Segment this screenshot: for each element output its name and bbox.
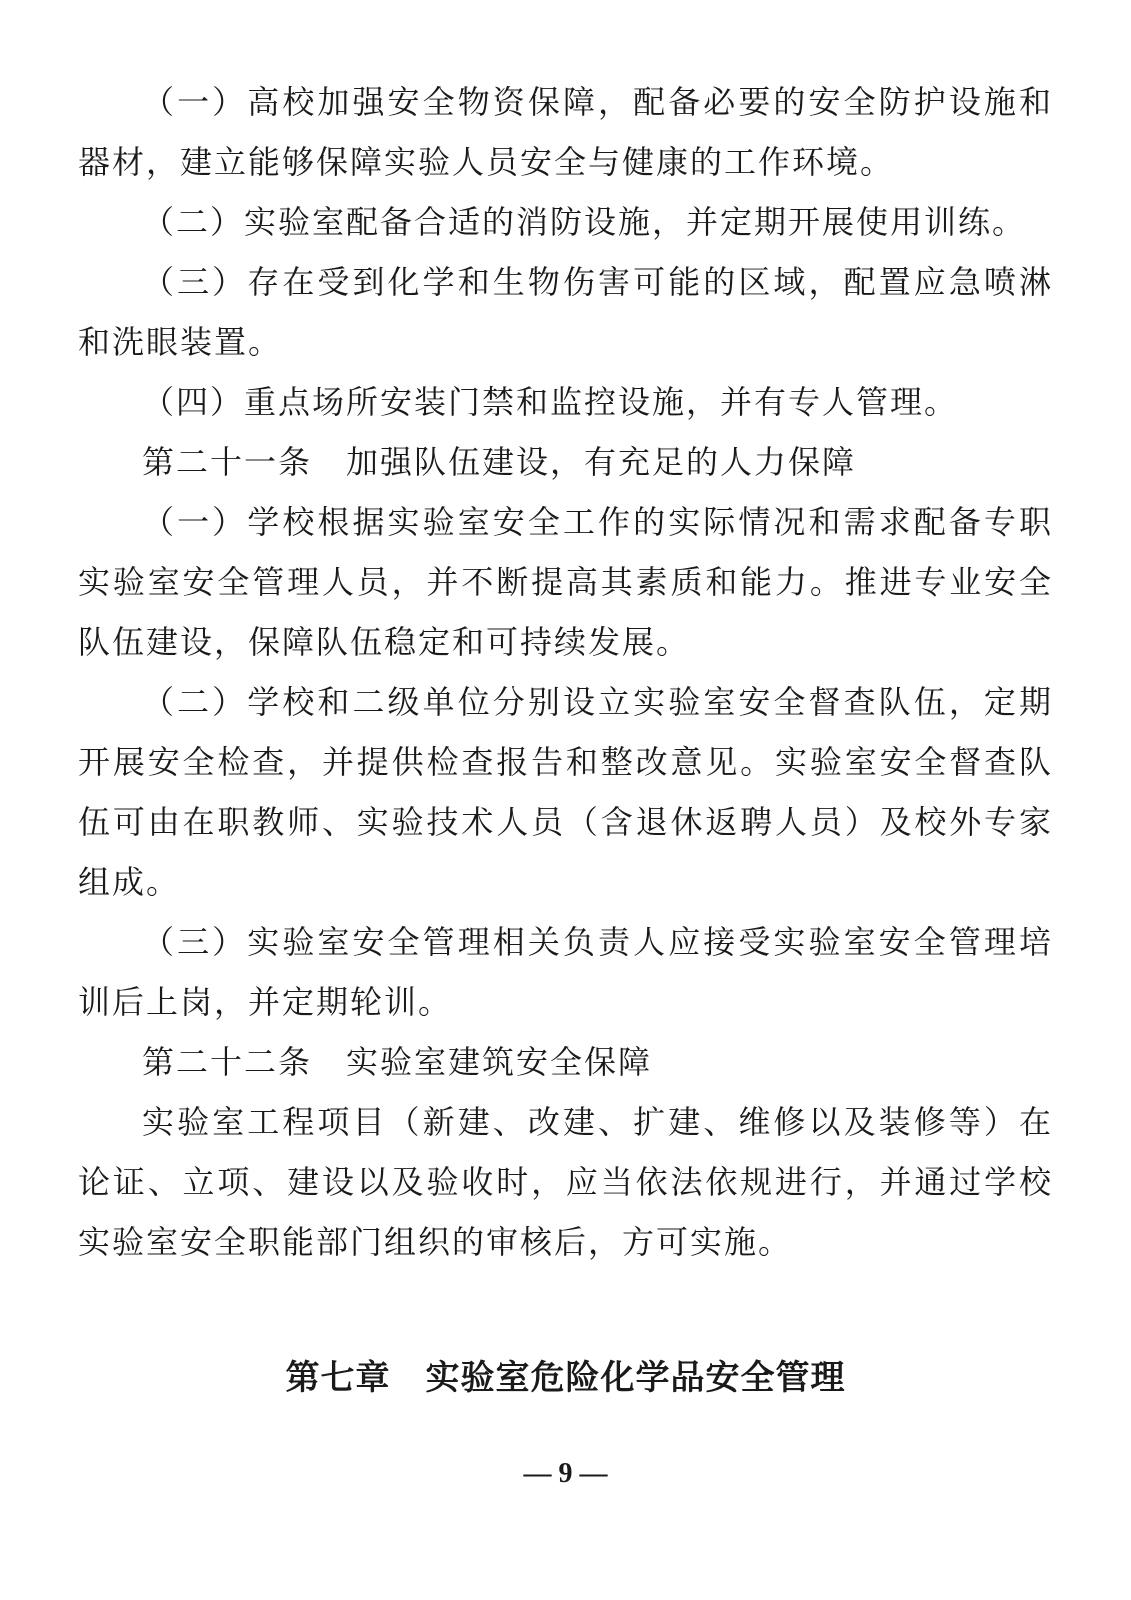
paragraph-6: （二）学校和二级单位分别设立实验室安全督查队伍，定期开展安全检查，并提供检查报告和整改意见。实验室安全督查队伍可由在职教师、实验技术人员（含退休返聘人员）及校外专家组成。 bbox=[78, 683, 1053, 901]
paragraph-7: （三）实验室安全管理相关负责人应接受实验室安全管理培训后上岗，并定期轮训。 bbox=[78, 923, 1053, 1021]
paragraph-2: （二）实验室配备合适的消防设施，并定期开展使用训练。 bbox=[142, 203, 1027, 241]
paragraph-4: （四）重点场所安装门禁和监控设施，并有专人管理。 bbox=[142, 383, 959, 421]
article-22-heading: 第二十二条 实验室建筑安全保障 bbox=[142, 1043, 653, 1081]
body-text bbox=[78, 72, 1053, 1272]
chapter-title: 第七章 实验室危险化学品安全管理 bbox=[285, 1358, 846, 1398]
paragraph-8: 实验室工程项目（新建、改建、扩建、维修以及装修等）在论证、立项、建设以及验收时，应当依法依规进行，并通过学校实验室安全职能部门组织的审核后，方可实施。 bbox=[78, 1103, 1053, 1261]
paragraph-1: （一）高校加强安全物资保障，配备必要的安全防护设施和器材，建立能够保障实验人员安全与健康的工作环境。 bbox=[78, 83, 1053, 181]
page-number: — 9 — bbox=[523, 1458, 608, 1489]
paragraph-5: （一）学校根据实验室安全工作的实际情况和需求配备专职实验室安全管理人员，并不断提高其素质和能力。推进专业安全队伍建设，保障队伍稳定和可持续发展。 bbox=[78, 503, 1053, 661]
paragraph-3: （三）存在受到化学和生物伤害可能的区域，配置应急喷淋和洗眼装置。 bbox=[78, 263, 1053, 361]
article-21-heading: 第二十一条 加强队伍建设，有充足的人力保障 bbox=[142, 443, 857, 481]
